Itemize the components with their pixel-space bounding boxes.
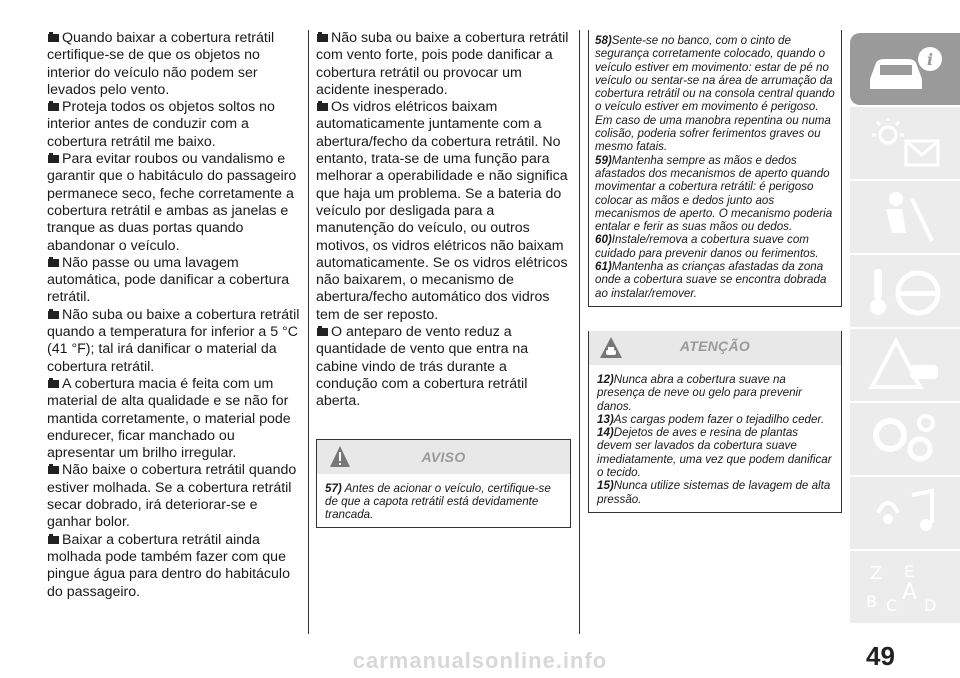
index-abc-icon	[864, 557, 948, 617]
note-number: 57)	[325, 481, 342, 495]
warning-triangle-car-icon	[866, 335, 946, 395]
paragraph: O anteparo de vento reduz a quantidade de vento que entra na cabine vindo de trás durante a condução com a cobertura retrátil aberta.	[316, 324, 529, 410]
svg-text:D: D	[924, 596, 937, 615]
svg-text:A: A	[902, 580, 918, 605]
column-2	[316, 30, 571, 528]
svg-text:C: C	[886, 596, 898, 615]
tab-index[interactable]	[850, 551, 960, 623]
svg-text:E: E	[904, 562, 915, 581]
paragraph: Proteja todos os objetos soltos no interior antes de conduzir com a cobertura retrátil me baixo.	[47, 99, 275, 150]
tab-car-info[interactable]	[850, 33, 960, 105]
tab-service[interactable]	[850, 403, 960, 475]
dashboard-lights-icon	[868, 117, 944, 171]
note: 59)Mantenha sempre as mãos e dedos afastados dos mecanismos de aperto quando movimentar a cobertura retrátil: é perigoso colocar as mãos e dedos junto aos mecanismos de aperto. O mecanismo poderia entalar e ferir as suas mãos ou dedos.	[595, 153, 833, 234]
note: 60)Instale/remova a cobertura suave com cuidado para prevenir danos ou ferimentos.	[595, 233, 819, 260]
bullet-icon	[47, 257, 60, 268]
column-1	[47, 30, 300, 601]
atencao-body	[589, 365, 841, 512]
svg-text:i: i	[927, 50, 934, 69]
note: 58)Sente-se no banco, com o cinto de segurança corretamente colocado, quando o veículo estiver em movimento: estar de pé no veículo ou sentar-se na área de arrumação da cobertura retrátil ou na consola central quando o veículo estiver em movimento é perigoso. Em caso de uma manobra repentina ou numa colisão, poderia sofrer ferimentos graves ou mesmo fatais.	[595, 34, 835, 154]
note: 61)Mantenha as crianças afastadas da zona onde a cobertura suave se encontra dobrada ao instalar/remover.	[595, 260, 827, 300]
tab-emergency[interactable]	[850, 329, 960, 401]
tab-safety[interactable]	[850, 181, 960, 253]
note: 15)Nunca utilize sistemas de lavagem de alta pressão.	[597, 479, 831, 506]
svg-text:Z: Z	[870, 563, 883, 584]
bullet-icon	[47, 309, 60, 320]
note-text: Antes de acionar o veículo, certifique-se de que a capota retrátil está devidamente trancada.	[325, 481, 551, 522]
bullet-icon	[316, 101, 329, 112]
tab-dashboard-lights[interactable]	[850, 107, 960, 179]
bullet-icon	[47, 464, 60, 475]
gears-service-icon	[868, 409, 944, 469]
watermark: carmanualsonline.info	[352, 648, 608, 673]
atencao-box	[588, 331, 842, 513]
aviso-box	[316, 439, 571, 529]
note: 12)Nunca abra a cobertura suave na presença de neve ou gelo para prevenir danos.	[597, 372, 802, 413]
note: 13)As cargas podem fazer o tejadilho ceder.	[597, 412, 825, 426]
bullet-icon	[47, 32, 60, 43]
column-3	[588, 34, 842, 513]
notes-box	[588, 30, 842, 307]
svg-text:B: B	[866, 592, 877, 611]
paragraph: Os vidros elétricos baixam automaticamente juntamente com a abertura/fecho da cobertura retrátil. No entanto, trata-se de uma função para melhorar a operabilidade e não significa que haja um problema. Se a bateria do veículo por desligada para a manutenção do veículo, ou outros motivos, os vidros elétricos não baixam automaticamente. Se os vidros elétricos não baixarem, o mecanismo de abertura/fecho automático dos vidros tem de ser reposto.	[316, 99, 568, 323]
page-number: 49	[866, 641, 895, 671]
bullet-icon	[47, 534, 60, 545]
note: 14)Dejetos de aves e resina de plantas devem ser lavados da cobertura suave imediatamente, uma vez que podem danificar o tecido.	[597, 426, 832, 480]
bullet-icon	[47, 153, 60, 164]
aviso-title: AVISO	[421, 448, 466, 465]
paragraph: Não passe ou uma lavagem automática, pode danificar a cobertura retrátil.	[47, 254, 290, 306]
column-divider	[579, 30, 580, 634]
paragraph: Quando baixar a cobertura retrátil certifique-se de que os objetos no interior do veículo não podem ser levados pelo vento.	[47, 30, 275, 98]
aviso-header	[317, 440, 570, 474]
atencao-header	[589, 331, 841, 365]
bullet-icon	[316, 32, 329, 43]
column-divider	[308, 30, 309, 634]
paragraph: Para evitar roubos ou vandalismo e garantir que o habitáculo do passageiro permanece seco, feche corretamente a cobertura retrátil e ambas as janelas e tranque as duas portas quando abandonar o veículo.	[47, 151, 297, 254]
paragraph: Baixar a cobertura retrátil ainda molhada pode também fazer com que pingue água para dentro do habitáculo do passageiro.	[47, 531, 290, 600]
bullet-icon	[47, 101, 60, 112]
paragraph: A cobertura macia é feita com um material de alta qualidade e se não for mantida corretamente, o material pode endurecer, ficar manchado ou apresentar um brilho irregular.	[47, 375, 291, 462]
paragraph: Não suba ou baixe a cobertura retrátil quando a temperatura for inferior a 5 °C (41 °F); tal irá danificar o material da cobertura retrátil.	[47, 306, 300, 375]
airbag-seat-icon	[872, 189, 942, 247]
key-steering-icon	[866, 263, 946, 321]
paragraph: Não baixe o cobertura retrátil quando estiver molhada. Se a cobertura retrátil secar dobrado, irá deteriorar-se e ganhar bolor.	[47, 462, 297, 531]
bullet-icon	[47, 378, 60, 389]
aviso-body	[317, 474, 570, 528]
bullet-icon	[316, 326, 329, 337]
multimedia-icon	[868, 483, 944, 543]
atencao-title: ATENÇÃO	[679, 337, 751, 354]
tab-starting-driving[interactable]	[850, 255, 960, 327]
car-info-icon	[862, 45, 944, 95]
tab-multimedia[interactable]	[850, 477, 960, 549]
paragraph: Não suba ou baixe a cobertura retrátil com vento forte, pois pode danificar a cobertura retrátil ou provocar um acidente inesperado.	[316, 30, 569, 98]
